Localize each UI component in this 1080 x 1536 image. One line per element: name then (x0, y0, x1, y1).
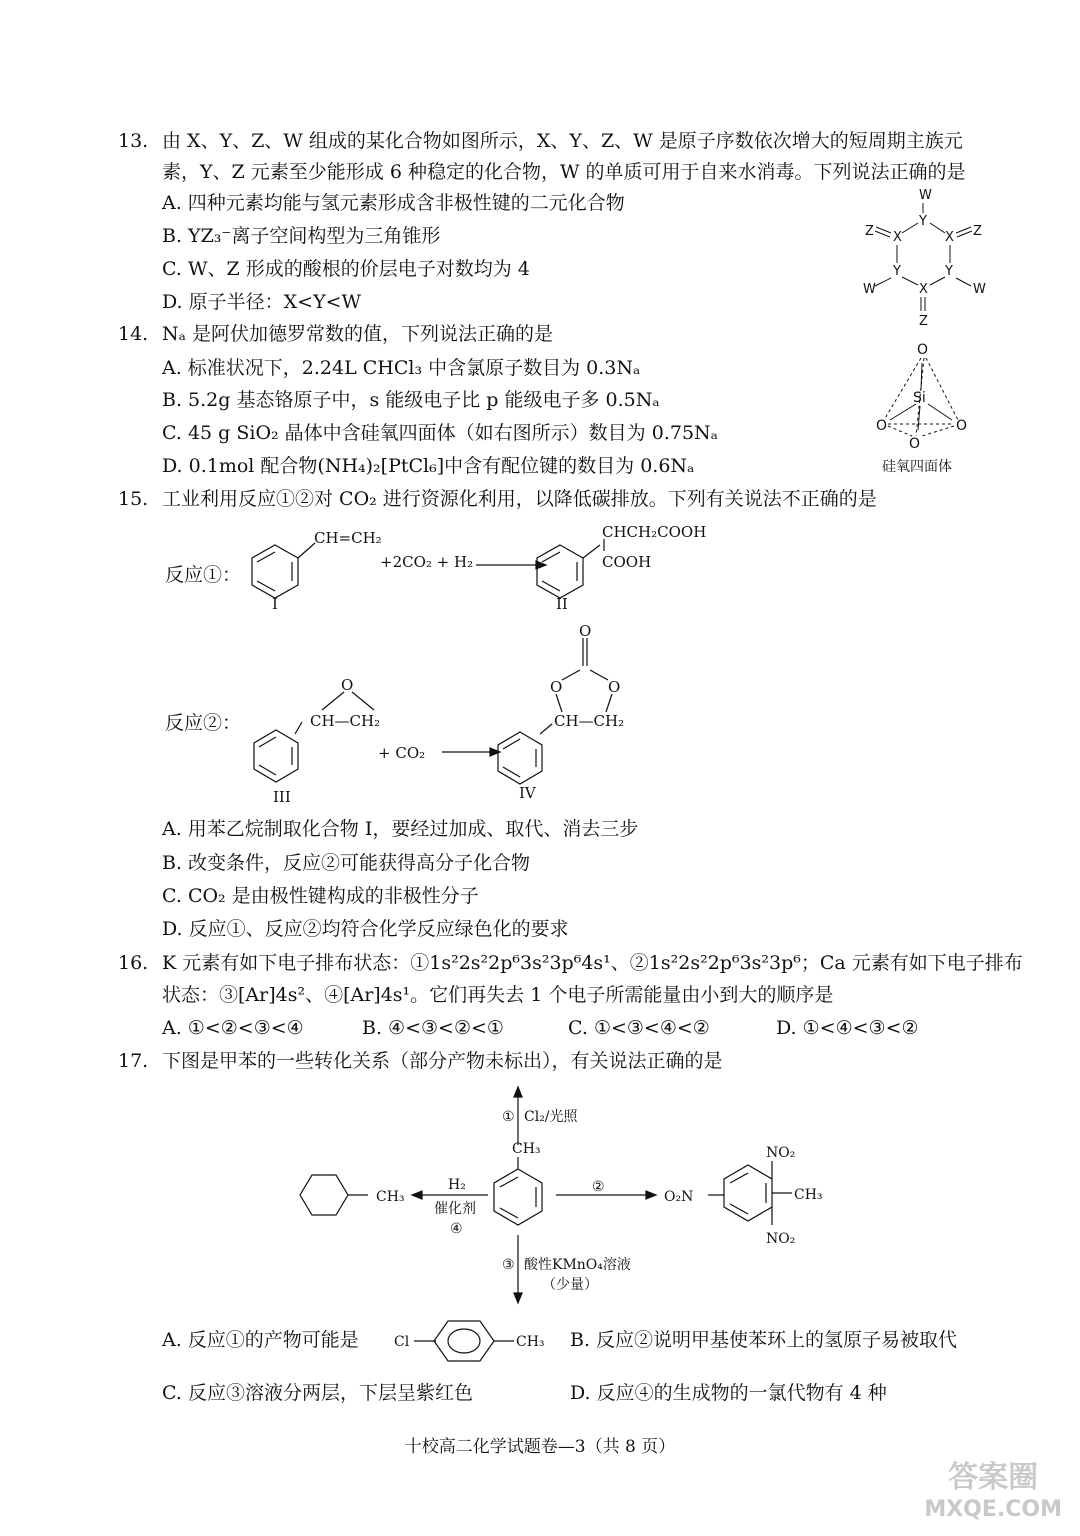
q14-stem: 14. Nₐ 是阿伏加德罗常数的值，下列说法正确的是 (118, 323, 553, 345)
q17-toluene-scheme (280, 1085, 840, 1315)
watermark-logo-text: 答案圈 (948, 1460, 1039, 1495)
q14-option-a: A. 标准状况下，2.24L CHCl₃ 中含氯原子数目为 0.3Nₐ (162, 357, 641, 379)
q13-fig-w-left: W (863, 282, 876, 297)
q13-fig-z-bottom: Z (919, 314, 928, 329)
q13-fig-w-right: W (973, 282, 986, 297)
q17-step4-catalyst: 催化剂 (434, 1201, 476, 1217)
q14-option-c: C. 45 g SiO₂ 晶体中含硅氧四面体（如右图所示）数目为 0.75Nₐ (162, 422, 718, 444)
q16-option-c: C. ①<③<④<② (568, 1017, 710, 1039)
q15-compound-ii-label: II (556, 595, 568, 613)
q14-option-b: B. 5.2g 基态铬原子中，s 能级电子比 p 能级电子多 0.5Nₐ (162, 389, 660, 411)
q17-step3-amount: （少量） (542, 1277, 598, 1293)
q17-option-b: B. 反应②说明甲基使苯环上的氢原子易被取代 (570, 1329, 958, 1351)
page-footer: 十校高二化学试题卷—3（共 8 页） (404, 1437, 676, 1457)
q14-fig-caption: 硅氧四面体 (882, 459, 952, 475)
q15-stem: 15. 工业利用反应①②对 CO₂ 进行资源化利用，以降低碳排放。下列有关说法不正确的是 (118, 488, 877, 510)
q17-step2-number: ② (592, 1179, 605, 1195)
q15-compound-iv-label: IV (519, 784, 536, 802)
q17-option-d: D. 反应④的生成物的一氯代物有 4 种 (570, 1382, 887, 1404)
q17-cyclohexane-ch3: CH₃ (376, 1189, 405, 1205)
q14-fig-o-bottom: O (909, 436, 921, 452)
q15-r1-vinyl: CH=CH₂ (314, 529, 382, 547)
q15-option-d: D. 反应①、反应②均符合化学反应绿色化的要求 (162, 918, 569, 940)
q17-option-a-cl: Cl (394, 1334, 410, 1350)
q13-stem-line2: 素，Y、Z 元素至少能形成 6 种稳定的化合物，W 的单质可用于自来水消毒。下列说法正确的是 (162, 161, 966, 183)
q15-reaction1-label: 反应①： (165, 564, 242, 586)
q14-fig-si: Si (913, 390, 926, 406)
q14-tetrahedron-figure (866, 338, 986, 478)
q16-option-b: B. ④<③<②<① (362, 1017, 504, 1039)
q13-option-b: B. YZ₃⁻离子空间构型为三角锥形 (162, 225, 441, 247)
watermark-url: MXQE.COM (924, 1497, 1062, 1522)
q13-fig-z-right: Z (973, 224, 982, 239)
q17-option-a: A. 反应①的产物可能是 (162, 1329, 359, 1351)
q15-number: 15. (118, 488, 149, 510)
q15-r1-chain: CHCH₂COOH (602, 523, 707, 541)
q15-reaction2-label: 反应②： (165, 712, 242, 734)
q15-r1-cooh: COOH (602, 553, 652, 571)
q13-option-c: C. W、Z 形成的酸根的价层电子对数均为 4 (162, 258, 530, 280)
q14-fig-o-right: O (956, 418, 968, 434)
q17-step3-number: ③ (502, 1257, 515, 1273)
q13-fig-x-right: X (945, 230, 954, 245)
q17-step1-condition: Cl₂/光照 (524, 1109, 578, 1125)
q14-fig-o-left: O (876, 418, 888, 434)
q15-benzene-ii (537, 545, 583, 598)
q17-number: 17. (118, 1050, 149, 1072)
q13-fig-y-top: Y (919, 214, 927, 229)
q15-option-c: C. CO₂ 是由极性键构成的非极性分子 (162, 885, 479, 907)
q15-r2-reagent: + CO₂ (378, 744, 426, 762)
q17-step1-number: ① (502, 1109, 515, 1125)
q17-stem: 17. 下图是甲苯的一些转化关系（部分产物未标出），有关说法正确的是 (118, 1050, 723, 1072)
q15-r2-ring-o-right: O (608, 678, 621, 696)
q15-r2-frag-iv: CH—CH₂ (554, 712, 625, 730)
q17-tnt-o2n: O₂N (664, 1189, 694, 1205)
q13-structure-figure (855, 183, 995, 333)
q17-tnt-no2-top: NO₂ (766, 1145, 796, 1161)
q15-r2-frag-iii: CH—CH₂ (310, 712, 381, 730)
q15-reaction2-scheme (240, 622, 660, 807)
q17-option-a-structure (392, 1314, 562, 1368)
q17-step3-condition: 酸性KMnO₄溶液 (524, 1257, 631, 1273)
q17-option-a-ch3: CH₃ (516, 1334, 545, 1350)
q13-option-a: A. 四种元素均能与氢元素形成含非极性键的二元化合物 (162, 192, 625, 214)
q16-stem-line1: 16. K 元素有如下电子排布状态：①1s²2s²2p⁶3s²3p⁶4s¹、②1s²2s²2p⁶3s²3p⁶；Ca 元素有如下电子排布 (118, 952, 1023, 974)
q17-toluene-ch3: CH₃ (512, 1141, 541, 1157)
q15-r2-carbonyl-o: O (579, 622, 592, 640)
q16-stem-line2: 状态：③[Ar]4s²、④[Ar]4s¹。它们再失去 1 个电子所需能量由小到大的顺序是 (162, 984, 834, 1006)
q13-fig-y-left: Y (893, 264, 901, 279)
q14-number: 14. (118, 323, 149, 345)
q14-option-d: D. 0.1mol 配合物(NH₄)₂[PtCl₆]中含有配位键的数目为 0.6Nₐ (162, 455, 695, 477)
q17-step4-h2: H₂ (448, 1177, 466, 1193)
watermark (924, 1462, 1062, 1526)
q16-option-d: D. ①<④<③<② (776, 1017, 919, 1039)
q15-option-b: B. 改变条件，反应②可能获得高分子化合物 (162, 852, 531, 874)
q15-compound-i-label: I (272, 595, 278, 613)
q17-option-c: C. 反应③溶液分两层，下层呈紫红色 (162, 1382, 473, 1404)
q15-benzene-i (252, 545, 298, 598)
q14-fig-o-top: O (917, 342, 929, 358)
q15-reaction1-scheme (240, 515, 720, 615)
q15-r2-epoxide-o: O (341, 676, 354, 694)
q13-fig-x-bottom: X (919, 282, 928, 297)
q13-fig-z-left: Z (865, 224, 874, 239)
q17-tnt-ch3: CH₃ (794, 1187, 823, 1203)
q15-r2-ring-o-left: O (550, 678, 563, 696)
q13-stem-line1: 13. 由 X、Y、Z、W 组成的某化合物如图所示，X、Y、Z、W 是原子序数依次增大的短周期主族元 (118, 130, 963, 152)
q17-step4-number: ④ (450, 1221, 463, 1237)
q15-benzene-iii (254, 730, 298, 782)
q13-number: 13. (118, 130, 149, 152)
q15-option-a: A. 用苯乙烷制取化合物 I，要经过加成、取代、消去三步 (162, 818, 639, 840)
q13-fig-x-left: X (893, 230, 902, 245)
q13-option-d: D. 原子半径：X<Y<W (162, 291, 362, 313)
q16-number: 16. (118, 952, 149, 974)
q13-fig-w-top: W (919, 188, 932, 203)
q17-tnt-no2-bottom: NO₂ (766, 1231, 796, 1247)
q15-r1-reagent: +2CO₂ + H₂ (380, 553, 474, 571)
q16-option-a: A. ①<②<③<④ (162, 1017, 304, 1039)
q15-compound-iii-label: III (273, 788, 291, 806)
q13-fig-y-right: Y (945, 264, 953, 279)
q17-cyclohexane-ring (300, 1175, 348, 1215)
